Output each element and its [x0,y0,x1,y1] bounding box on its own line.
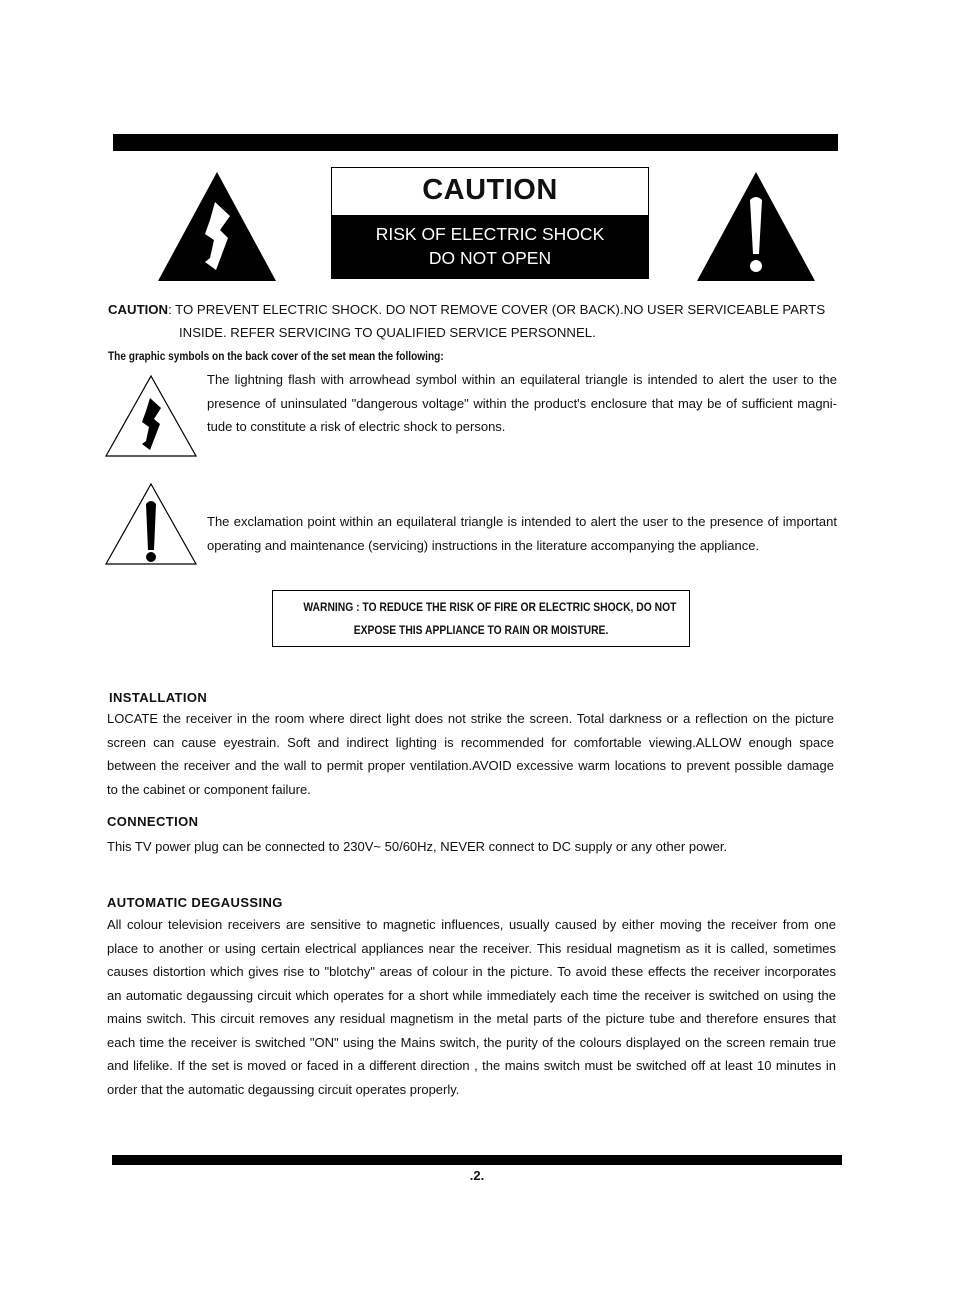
connection-heading: CONNECTION [107,814,199,829]
lightning-description [207,368,837,439]
degaussing-line-6: each time the receiver is switched "ON" using the Mains switch, the purity of the colours displayed on the screen remain true [107,1034,836,1050]
degaussing-line-4: an automatic degaussing circuit which operates for a short while immediately each time the receiver is switched on using the [107,987,836,1003]
degaussing-line-2: place to another or using certain electrical appliances near the receiver. This residual magnetism as it is called, sometimes [107,940,836,956]
bottom-rule [112,1155,842,1165]
installation-heading: INSTALLATION [109,690,208,705]
caution-label-box [331,167,649,279]
degaussing-line-1: All colour television receivers are sensitive to magnetic influences, usually caused by either moving the receiver from one [107,917,836,932]
warning-box [272,590,690,647]
warning-text [273,596,689,642]
caution-line-1: RISK OF ELECTRIC SHOCK [375,224,605,244]
caution-statement [108,298,848,322]
caution-statement-line-2: INSIDE. REFER SERVICING TO QUALIFIED SERVICE PERSONNEL. [179,325,596,340]
exclamation-symbol-icon [104,482,198,566]
warning-line-2: EXPOSE THIS APPLIANCE TO RAIN OR MOISTURE. [353,623,609,637]
lightning-line-2: presence of uninsulated "dangerous voltage" within the product's enclosure that may be of sufficient magni- [207,395,837,411]
exclamation-description [207,510,837,557]
lightning-symbol-icon [104,374,198,458]
degaussing-text [107,913,836,1101]
page-number: .2. [469,1168,485,1183]
degaussing-line-8: order that the automatic degaussing circuit operates properly. [107,1081,460,1097]
degaussing-line-3: causes distortion which gives rise to "blotchy" areas of colour in the picture. To avoid these effects the receiver incorporates [107,964,836,979]
installation-text [107,707,834,801]
installation-line-1: LOCATE the receiver in the room where direct light does not strike the screen. Total darkness or a reflection on the picture [107,711,834,726]
caution-statement-label: CAUTION [108,302,169,317]
installation-line-2: screen can cause eyestrain. Soft and indirect lighting is recommended for comfortable viewing.ALLOW enough space [107,734,834,750]
symbols-intro: The graphic symbols on the back cover of the set mean the following: [108,351,444,363]
top-rule [113,134,838,151]
caution-title: CAUTION [422,174,558,206]
caution-line-2: DO NOT OPEN [428,248,552,268]
installation-line-4: to the cabinet or component failure. [107,781,311,797]
degaussing-line-5: mains switch. This circuit removes any residual magnetism in the metal parts of the picture tube and therefore ensures that [107,1011,836,1026]
warning-line-1: WARNING : TO REDUCE THE RISK OF FIRE OR ELECTRIC SHOCK, DO NOT [303,600,677,614]
lightning-line-1: The lightning flash with arrowhead symbol within an equilateral triangle is intended to alert the user to the [207,372,837,387]
exclamation-line-2: operating and maintenance (servicing) instructions in the literature accompanying the appliance. [207,537,760,553]
connection-text: This TV power plug can be connected to 230V~ 50/60Hz, NEVER connect to DC supply or any other power. [107,839,728,854]
caution-band [332,215,648,278]
degaussing-heading: AUTOMATIC DEGAUSSING [107,895,283,910]
installation-line-3: between the receiver and the wall to permit proper ventilation.AVOID excessive warm locations to prevent possible damage [107,758,834,773]
lightning-warning-icon [158,172,276,281]
lightning-line-3: tude to constitute a risk of electric shock to persons. [207,419,506,434]
caution-statement-line-1: : TO PREVENT ELECTRIC SHOCK. DO NOT REMOVE COVER (OR BACK).NO USER SERVICEABLE PARTS [168,302,826,317]
exclamation-line-1: The exclamation point within an equilateral triangle is intended to alert the user to the presence of important [207,514,837,529]
exclamation-warning-icon [697,172,815,281]
degaussing-line-7: and lifelike. If the set is moved or faced in a different direction , the mains switch must be switched off at least 10 minutes in [107,1058,836,1073]
